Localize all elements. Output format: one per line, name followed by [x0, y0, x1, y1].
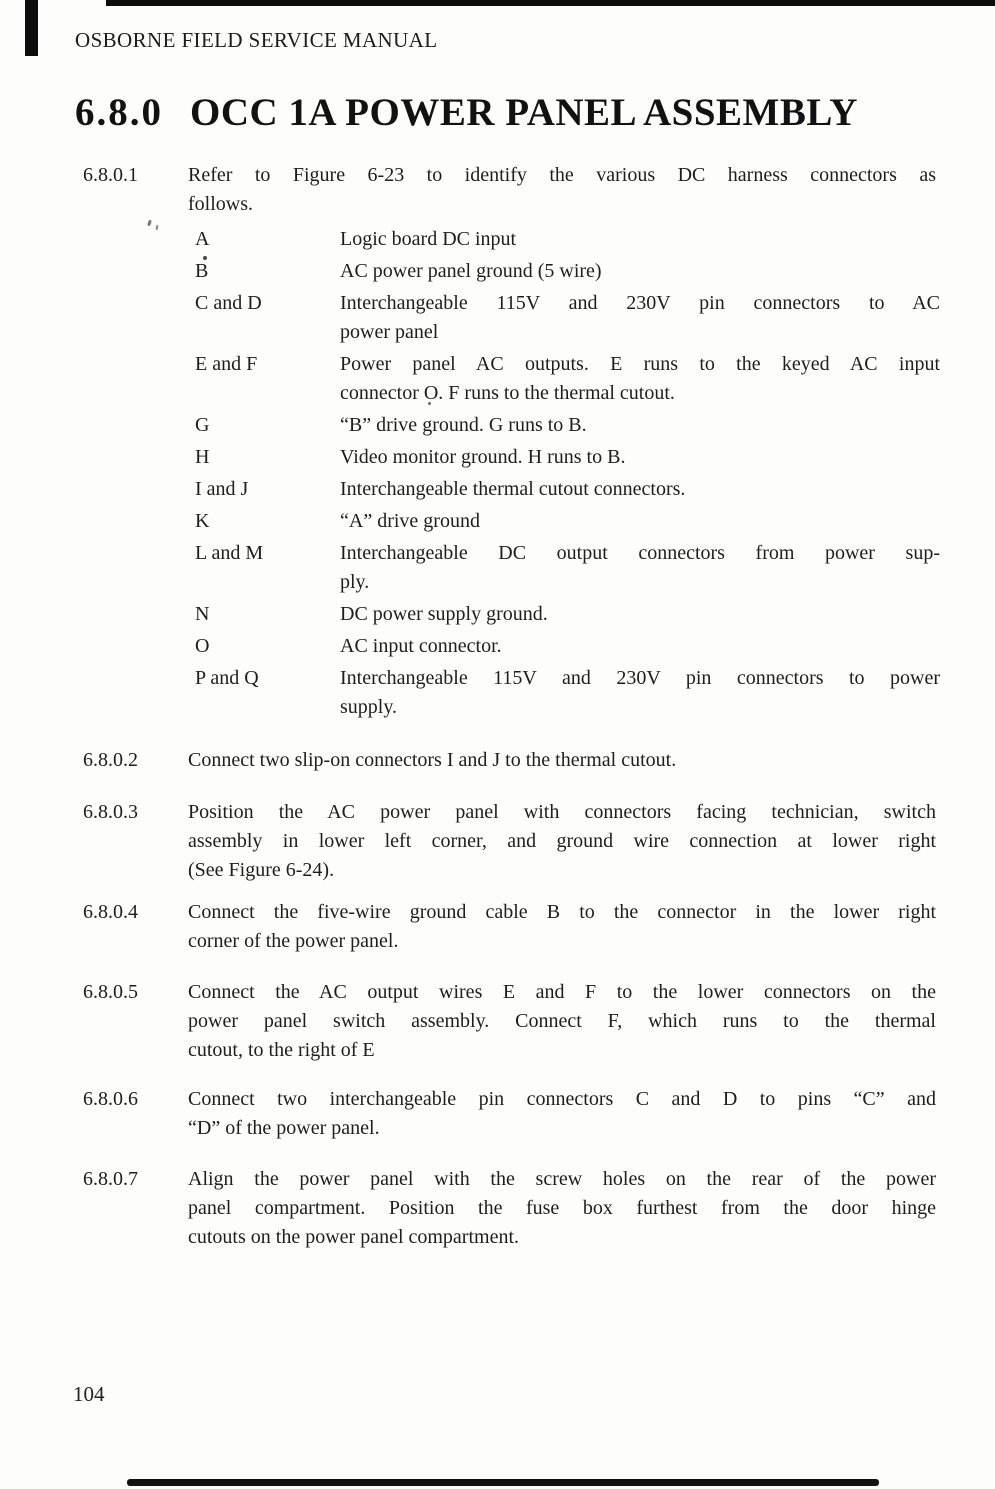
connector-term: P and Q [195, 667, 259, 689]
connector-term: K [195, 510, 210, 532]
connector-description: Interchangeable 115V and 230V pin connectors to AC power panel [340, 292, 940, 343]
section-text: Position the AC power panel with connectors facing technician, switch assembly in lower left corner, and ground wire connection at lower right (See Figure 6-24). [188, 801, 936, 881]
connector-row-l-m [0, 539, 995, 597]
connector-description: Interchangeable thermal cutout connectors. [340, 478, 686, 500]
connector-description: “A” drive ground [340, 510, 480, 532]
section-number: 6.8.0.1 [83, 164, 138, 186]
connector-description: Power panel AC outputs. E runs to the keyed AC input connector O. F runs to the thermal cutout. [340, 353, 940, 404]
connector-term: H [195, 446, 210, 468]
connector-description: Video monitor ground. H runs to B. [340, 446, 626, 468]
connector-row-g [0, 411, 995, 440]
connector-row-a [0, 225, 995, 254]
connector-description: DC power supply ground. [340, 603, 548, 625]
connector-term: E and F [195, 353, 258, 375]
connector-description: Logic board DC input [340, 228, 517, 250]
section-text: Connect two slip-on connectors I and J to the thermal cutout. [188, 749, 677, 771]
section-number: 6.8.0.6 [83, 1088, 138, 1110]
section-text: Connect the AC output wires E and F to the lower connectors on the power panel switch assembly. Connect F, which runs to the thermal cutout, to the right of E [188, 981, 936, 1061]
connector-row-b [0, 257, 995, 286]
scan-artifact-top-bar [106, 0, 995, 6]
connector-definition-list [0, 225, 995, 725]
section-number: 6.8.0.5 [83, 981, 138, 1003]
connector-term: G [195, 414, 210, 436]
section-heading [0, 90, 995, 140]
connector-description: AC input connector. [340, 635, 502, 657]
connector-term: A [195, 228, 210, 250]
connector-row-p-q [0, 664, 995, 722]
section-number: 6.8.0.4 [83, 901, 138, 923]
section-text: Connect two interchangeable pin connectors C and D to pins “C” and “D” of the power panel. [188, 1088, 936, 1139]
connector-term: I and J [195, 478, 249, 500]
connector-row-k [0, 507, 995, 536]
connector-description: Interchangeable DC output connectors from power sup- ply. [340, 542, 940, 593]
connector-row-c-d [0, 289, 995, 347]
connector-term: N [195, 603, 210, 625]
scan-artifact-bottom-bar [127, 1479, 879, 1486]
connector-term: C and D [195, 292, 262, 314]
connector-row-o [0, 632, 995, 661]
connector-row-h [0, 443, 995, 472]
connector-term: L and M [195, 542, 264, 564]
connector-description: AC power panel ground (5 wire) [340, 260, 602, 282]
section-number: 6.8.0.3 [83, 801, 138, 823]
connector-row-i-j [0, 475, 995, 504]
connector-description: Interchangeable 115V and 230V pin connectors to power supply. [340, 667, 940, 718]
scan-artifact-left-bar [25, 0, 38, 56]
page-number: 104 [73, 1382, 105, 1406]
connector-row-n [0, 600, 995, 629]
section-heading-title: OCC 1A POWER PANEL ASSEMBLY [190, 91, 858, 134]
section-text: Align the power panel with the screw holes on the rear of the power panel compartment. Position the fuse box furthest from the door hinge cutouts on the power panel compartment. [188, 1168, 936, 1248]
running-header: OSBORNE FIELD SERVICE MANUAL [75, 28, 438, 52]
section-text: Connect the five-wire ground cable B to the connector in the lower right corner of the power panel. [188, 901, 936, 952]
connector-row-e-f [0, 350, 995, 408]
section-text: Refer to Figure 6-23 to identify the various DC harness connectors as follows. [188, 164, 936, 215]
section-heading-number: 6.8.0 [75, 91, 163, 134]
connector-description: “B” drive ground. G runs to B. [340, 414, 587, 436]
section-number: 6.8.0.7 [83, 1168, 138, 1190]
connector-term: O [195, 635, 210, 657]
connector-term: B [195, 260, 209, 282]
section-number: 6.8.0.2 [83, 749, 138, 771]
